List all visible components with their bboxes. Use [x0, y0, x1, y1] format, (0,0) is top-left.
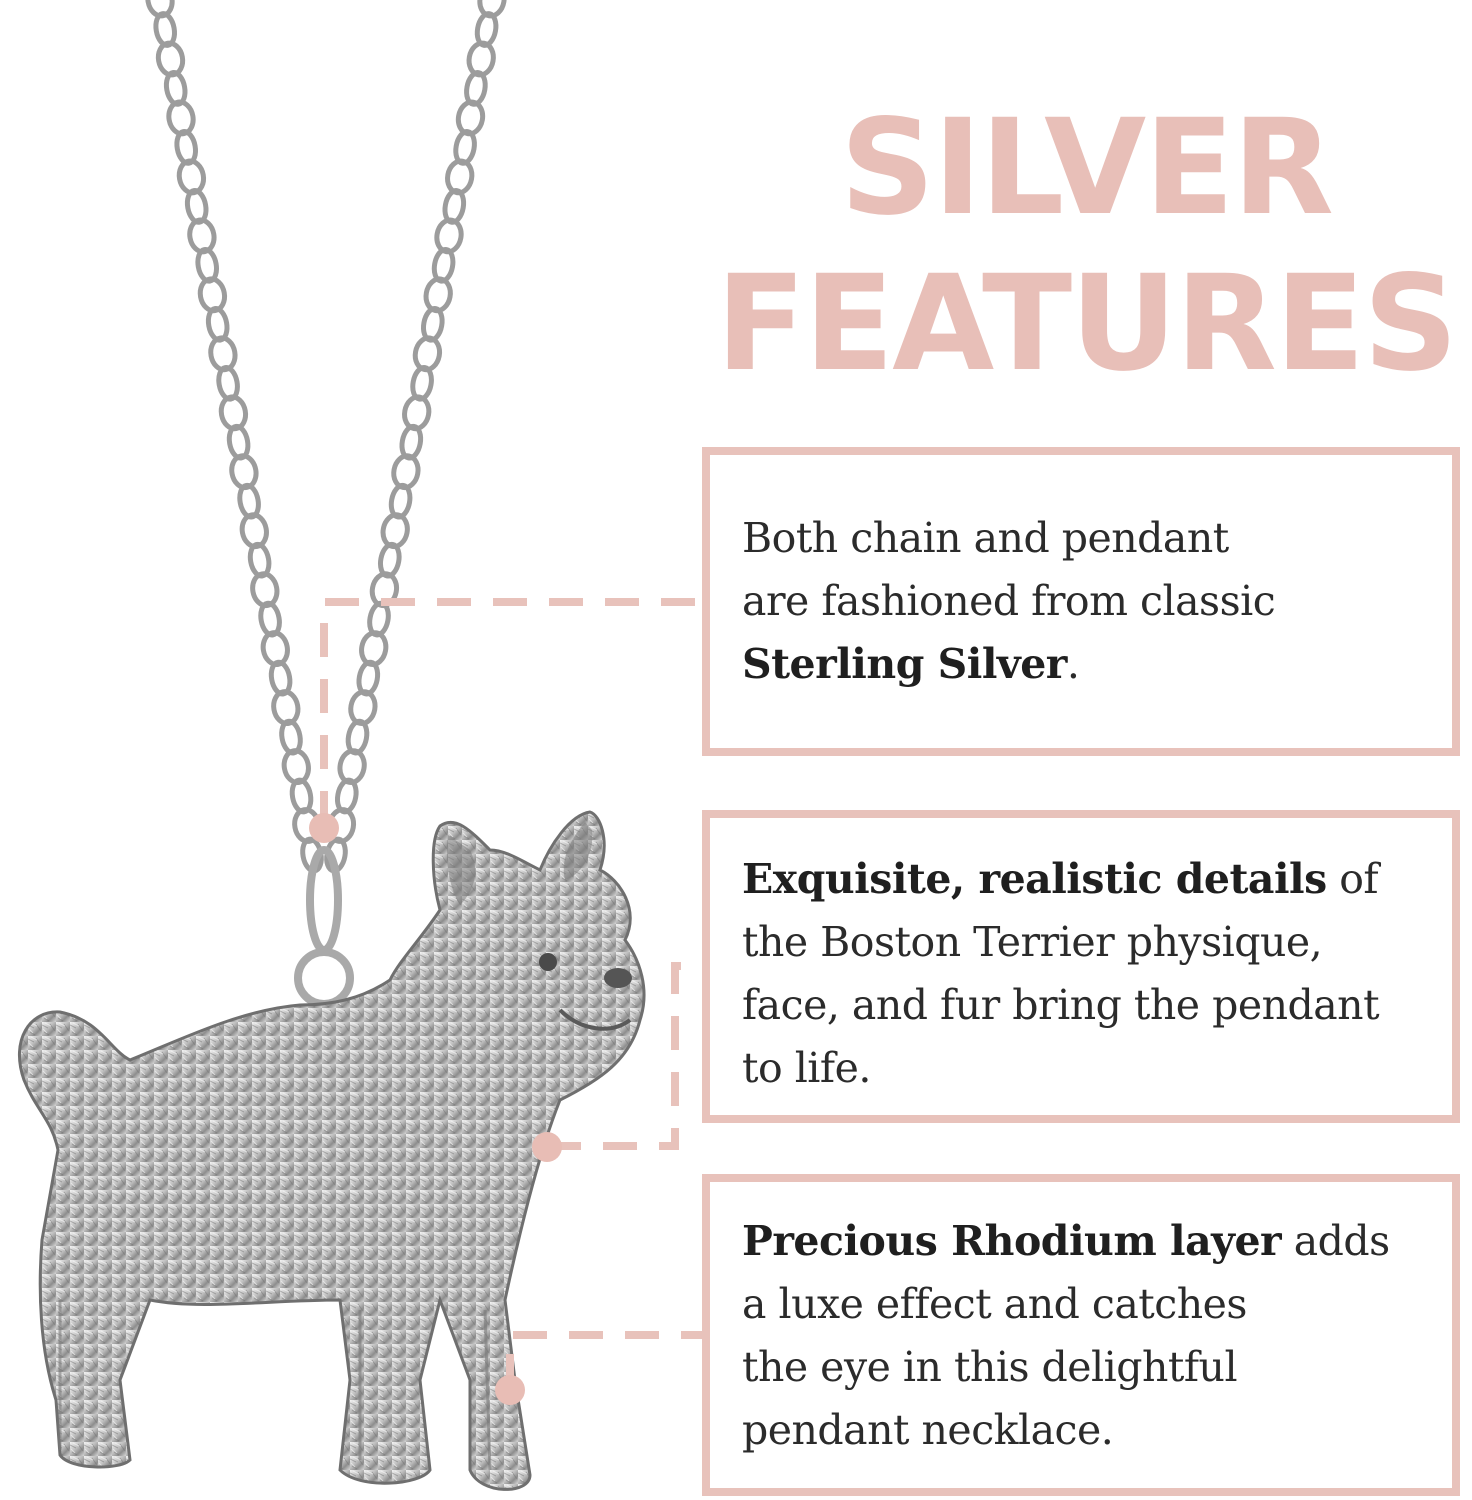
feature-line [742, 633, 1434, 696]
feature-line: to life. [742, 1044, 871, 1092]
feature-line [742, 1210, 1434, 1273]
feature-text [742, 848, 1434, 1100]
feature-line-rest: adds [1281, 1217, 1390, 1265]
feature-line-rest: . [1066, 640, 1080, 688]
feature-line-rest: of [1326, 855, 1379, 903]
feature-line: face, and fur bring the pendant [742, 981, 1380, 1029]
feature-box-realistic-details [702, 810, 1460, 1123]
feature-line: a luxe effect and catches [742, 1280, 1247, 1328]
feature-text [742, 1210, 1434, 1462]
feature-box-rhodium-layer [702, 1174, 1460, 1496]
feature-highlight: Precious Rhodium layer [742, 1217, 1282, 1265]
feature-text [742, 507, 1434, 696]
title-line-1: SILVER [839, 91, 1333, 245]
bail-ring [298, 850, 350, 1004]
feature-line: pendant necklace. [742, 1406, 1114, 1454]
feature-line: are fashioned from classic [742, 577, 1276, 625]
feature-highlight: Sterling Silver [742, 640, 1067, 688]
feature-highlight: Exquisite, realistic details [742, 855, 1327, 903]
title-line-2: FEATURES [715, 247, 1457, 401]
feature-line: the Boston Terrier physique, [742, 918, 1323, 966]
feature-line [742, 848, 1434, 911]
feature-box-sterling-silver [702, 447, 1460, 756]
feature-line: the eye in this delightful [742, 1343, 1238, 1391]
feature-line: Both chain and pendant [742, 514, 1229, 562]
